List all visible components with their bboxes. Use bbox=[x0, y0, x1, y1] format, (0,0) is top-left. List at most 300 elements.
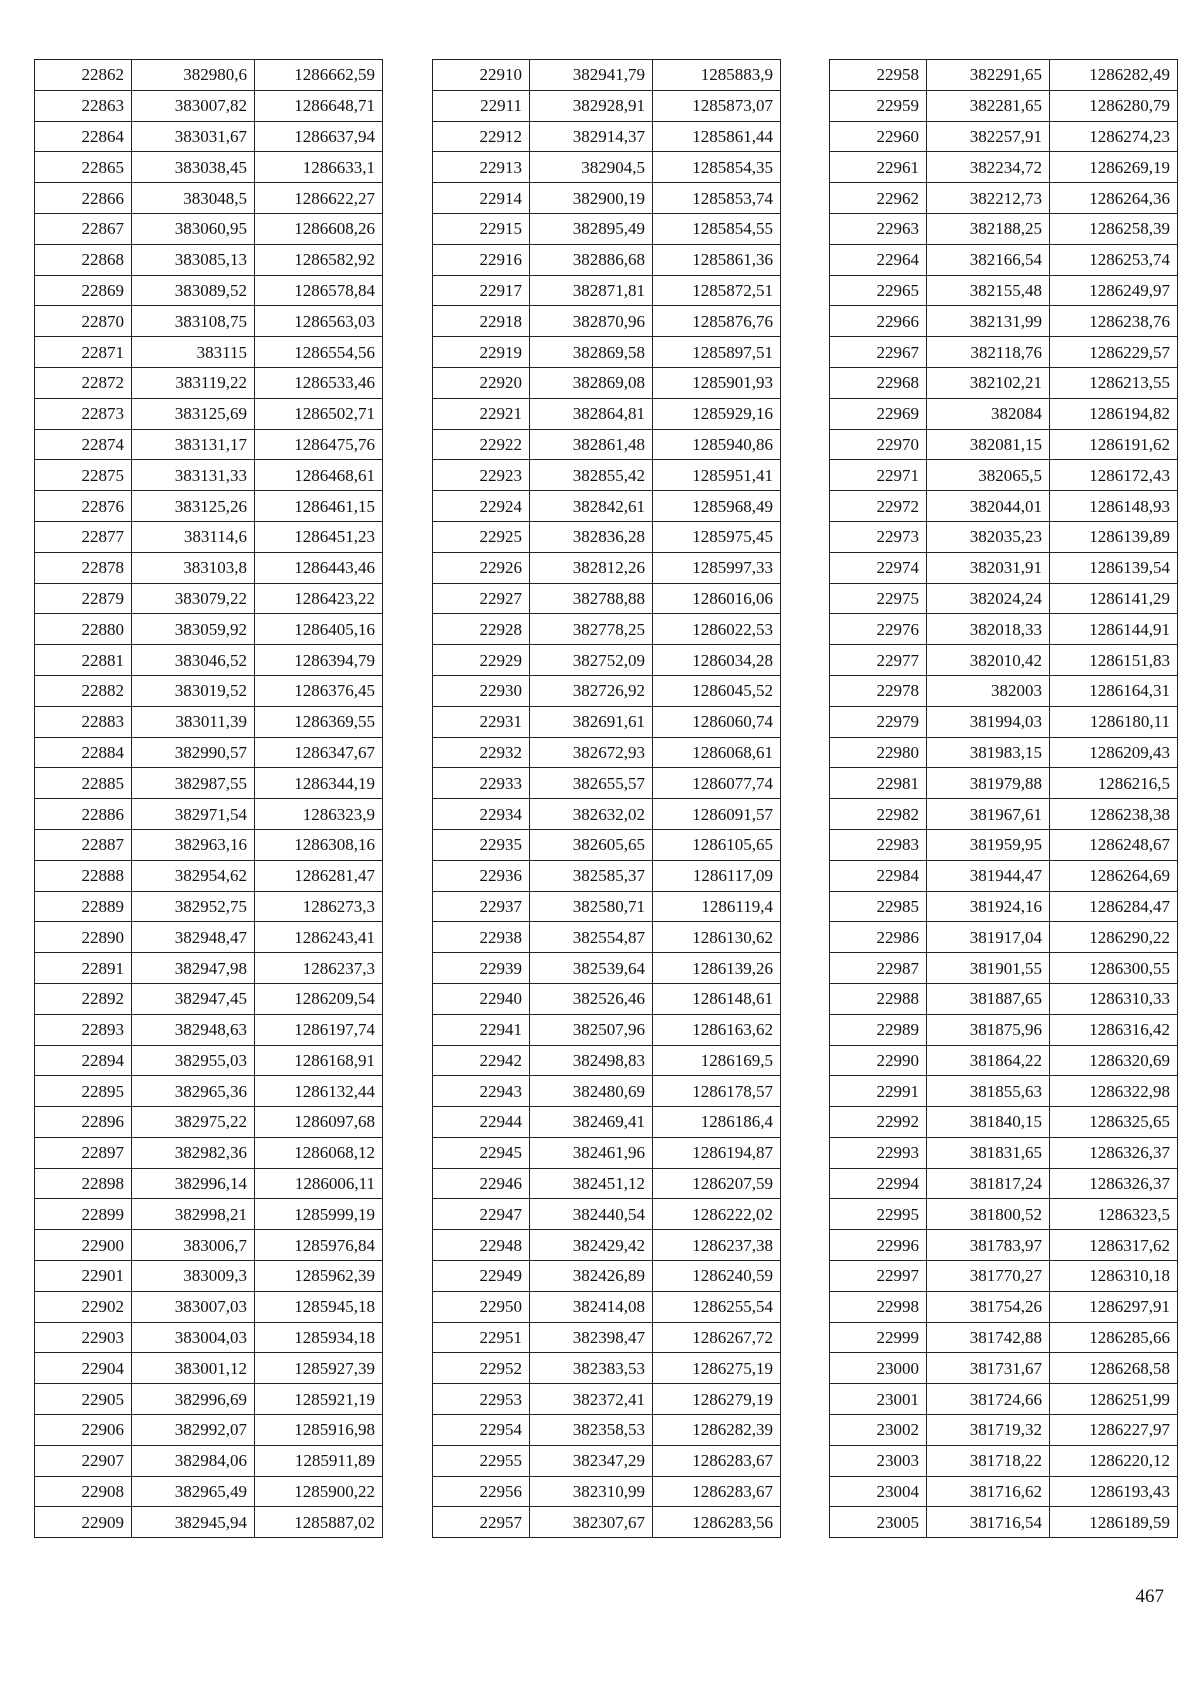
point-number-cell: 22958 bbox=[830, 60, 927, 91]
y-coordinate-cell: 1286578,84 bbox=[255, 275, 383, 306]
x-coordinate-cell: 382081,15 bbox=[927, 429, 1050, 460]
table-row bbox=[830, 737, 1178, 768]
table-row bbox=[433, 460, 781, 491]
point-number-cell: 22987 bbox=[830, 953, 927, 984]
table-row bbox=[35, 306, 383, 337]
table-row bbox=[433, 1230, 781, 1261]
y-coordinate-cell: 1286423,22 bbox=[255, 583, 383, 614]
x-coordinate-cell: 382655,57 bbox=[530, 768, 653, 799]
x-coordinate-cell: 382965,36 bbox=[132, 1076, 255, 1107]
point-number-cell: 22911 bbox=[433, 90, 530, 121]
table-row bbox=[35, 645, 383, 676]
y-coordinate-cell: 1285916,98 bbox=[255, 1415, 383, 1446]
table-row bbox=[830, 1507, 1178, 1538]
x-coordinate-cell: 381875,96 bbox=[927, 1014, 1050, 1045]
x-coordinate-cell: 382554,87 bbox=[530, 922, 653, 953]
y-coordinate-cell: 1286213,55 bbox=[1050, 367, 1178, 398]
table-row bbox=[830, 922, 1178, 953]
x-coordinate-cell: 382102,21 bbox=[927, 367, 1050, 398]
x-coordinate-cell: 381718,22 bbox=[927, 1445, 1050, 1476]
table-row bbox=[433, 675, 781, 706]
table-row bbox=[830, 337, 1178, 368]
point-number-cell: 22873 bbox=[35, 398, 132, 429]
point-number-cell: 22947 bbox=[433, 1199, 530, 1230]
x-coordinate-cell: 381716,62 bbox=[927, 1476, 1050, 1507]
y-coordinate-cell: 1285861,36 bbox=[653, 244, 781, 275]
table-row bbox=[830, 1261, 1178, 1292]
point-number-cell: 22988 bbox=[830, 983, 927, 1014]
x-coordinate-cell: 382871,81 bbox=[530, 275, 653, 306]
point-number-cell: 22952 bbox=[433, 1353, 530, 1384]
x-coordinate-cell: 383004,03 bbox=[132, 1322, 255, 1353]
x-coordinate-cell: 382118,76 bbox=[927, 337, 1050, 368]
x-coordinate-cell: 381800,52 bbox=[927, 1199, 1050, 1230]
x-coordinate-cell: 382498,83 bbox=[530, 1045, 653, 1076]
y-coordinate-cell: 1286191,62 bbox=[1050, 429, 1178, 460]
table-row bbox=[433, 183, 781, 214]
y-coordinate-cell: 1285900,22 bbox=[255, 1476, 383, 1507]
y-coordinate-cell: 1286563,03 bbox=[255, 306, 383, 337]
y-coordinate-cell: 1286282,39 bbox=[653, 1415, 781, 1446]
table-row bbox=[35, 183, 383, 214]
table-row bbox=[830, 60, 1178, 91]
y-coordinate-cell: 1286258,39 bbox=[1050, 213, 1178, 244]
point-number-cell: 22984 bbox=[830, 860, 927, 891]
point-number-cell: 22966 bbox=[830, 306, 927, 337]
table-row bbox=[433, 244, 781, 275]
point-number-cell: 22957 bbox=[433, 1507, 530, 1538]
y-coordinate-cell: 1286633,1 bbox=[255, 152, 383, 183]
x-coordinate-cell: 382188,25 bbox=[927, 213, 1050, 244]
table-row bbox=[830, 521, 1178, 552]
y-coordinate-cell: 1286130,62 bbox=[653, 922, 781, 953]
y-coordinate-cell: 1286533,46 bbox=[255, 367, 383, 398]
table-row bbox=[433, 891, 781, 922]
x-coordinate-cell: 382836,28 bbox=[530, 521, 653, 552]
point-number-cell: 22945 bbox=[433, 1137, 530, 1168]
x-coordinate-cell: 383089,52 bbox=[132, 275, 255, 306]
table-row bbox=[433, 491, 781, 522]
x-coordinate-cell: 382691,61 bbox=[530, 706, 653, 737]
point-number-cell: 22933 bbox=[433, 768, 530, 799]
point-number-cell: 22884 bbox=[35, 737, 132, 768]
y-coordinate-cell: 1286189,59 bbox=[1050, 1507, 1178, 1538]
point-number-cell: 22881 bbox=[35, 645, 132, 676]
y-coordinate-cell: 1286238,38 bbox=[1050, 799, 1178, 830]
point-number-cell: 22918 bbox=[433, 306, 530, 337]
table-row bbox=[35, 1384, 383, 1415]
y-coordinate-cell: 1285945,18 bbox=[255, 1291, 383, 1322]
table-row bbox=[830, 614, 1178, 645]
x-coordinate-cell: 382585,37 bbox=[530, 860, 653, 891]
table-row bbox=[35, 891, 383, 922]
table-row bbox=[830, 1415, 1178, 1446]
x-coordinate-cell: 382855,42 bbox=[530, 460, 653, 491]
y-coordinate-cell: 1286281,47 bbox=[255, 860, 383, 891]
y-coordinate-cell: 1285975,45 bbox=[653, 521, 781, 552]
y-coordinate-cell: 1286608,26 bbox=[255, 213, 383, 244]
y-coordinate-cell: 1286283,67 bbox=[653, 1476, 781, 1507]
table-row bbox=[35, 1415, 383, 1446]
y-coordinate-cell: 1286006,11 bbox=[255, 1168, 383, 1199]
x-coordinate-cell: 382928,91 bbox=[530, 90, 653, 121]
y-coordinate-cell: 1286105,65 bbox=[653, 829, 781, 860]
table-row bbox=[433, 1384, 781, 1415]
x-coordinate-cell: 382372,41 bbox=[530, 1384, 653, 1415]
point-number-cell: 22993 bbox=[830, 1137, 927, 1168]
point-number-cell: 22940 bbox=[433, 983, 530, 1014]
point-number-cell: 22912 bbox=[433, 121, 530, 152]
x-coordinate-cell: 381754,26 bbox=[927, 1291, 1050, 1322]
x-coordinate-cell: 383059,92 bbox=[132, 614, 255, 645]
point-number-cell: 22962 bbox=[830, 183, 927, 214]
table-row bbox=[433, 645, 781, 676]
point-number-cell: 22979 bbox=[830, 706, 927, 737]
point-number-cell: 22937 bbox=[433, 891, 530, 922]
point-number-cell: 22910 bbox=[433, 60, 530, 91]
x-coordinate-cell: 381840,15 bbox=[927, 1107, 1050, 1138]
x-coordinate-cell: 381864,22 bbox=[927, 1045, 1050, 1076]
point-number-cell: 22950 bbox=[433, 1291, 530, 1322]
table-row bbox=[830, 675, 1178, 706]
y-coordinate-cell: 1286475,76 bbox=[255, 429, 383, 460]
page-number: 467 bbox=[1135, 1586, 1164, 1607]
table-row bbox=[35, 1353, 383, 1384]
x-coordinate-cell: 382605,65 bbox=[530, 829, 653, 860]
y-coordinate-cell: 1286251,99 bbox=[1050, 1384, 1178, 1415]
point-number-cell: 23003 bbox=[830, 1445, 927, 1476]
table-row bbox=[433, 521, 781, 552]
x-coordinate-cell: 382990,57 bbox=[132, 737, 255, 768]
point-number-cell: 22934 bbox=[433, 799, 530, 830]
y-coordinate-cell: 1285872,51 bbox=[653, 275, 781, 306]
point-number-cell: 22876 bbox=[35, 491, 132, 522]
y-coordinate-cell: 1286310,33 bbox=[1050, 983, 1178, 1014]
point-number-cell: 22872 bbox=[35, 367, 132, 398]
x-coordinate-cell: 381770,27 bbox=[927, 1261, 1050, 1292]
table-row bbox=[433, 1415, 781, 1446]
table-row bbox=[433, 1322, 781, 1353]
x-coordinate-cell: 382131,99 bbox=[927, 306, 1050, 337]
point-number-cell: 22981 bbox=[830, 768, 927, 799]
table-row bbox=[35, 1476, 383, 1507]
table-row bbox=[35, 244, 383, 275]
y-coordinate-cell: 1286144,91 bbox=[1050, 614, 1178, 645]
table-row bbox=[433, 1137, 781, 1168]
y-coordinate-cell: 1286248,67 bbox=[1050, 829, 1178, 860]
y-coordinate-cell: 1286283,56 bbox=[653, 1507, 781, 1538]
point-number-cell: 22920 bbox=[433, 367, 530, 398]
table-row bbox=[35, 1322, 383, 1353]
x-coordinate-cell: 383011,39 bbox=[132, 706, 255, 737]
x-coordinate-cell: 382941,79 bbox=[530, 60, 653, 91]
x-coordinate-cell: 382842,61 bbox=[530, 491, 653, 522]
x-coordinate-cell: 382971,54 bbox=[132, 799, 255, 830]
y-coordinate-cell: 1286297,91 bbox=[1050, 1291, 1178, 1322]
y-coordinate-cell: 1286229,57 bbox=[1050, 337, 1178, 368]
y-coordinate-cell: 1285873,07 bbox=[653, 90, 781, 121]
y-coordinate-cell: 1286264,36 bbox=[1050, 183, 1178, 214]
x-coordinate-cell: 382726,92 bbox=[530, 675, 653, 706]
x-coordinate-cell: 383048,5 bbox=[132, 183, 255, 214]
table-row bbox=[830, 398, 1178, 429]
y-coordinate-cell: 1285901,93 bbox=[653, 367, 781, 398]
y-coordinate-cell: 1286022,53 bbox=[653, 614, 781, 645]
x-coordinate-cell: 383125,69 bbox=[132, 398, 255, 429]
table-row bbox=[35, 799, 383, 830]
y-coordinate-cell: 1286164,31 bbox=[1050, 675, 1178, 706]
y-coordinate-cell: 1286240,59 bbox=[653, 1261, 781, 1292]
table-row bbox=[35, 953, 383, 984]
x-coordinate-cell: 382310,99 bbox=[530, 1476, 653, 1507]
x-coordinate-cell: 381731,67 bbox=[927, 1353, 1050, 1384]
x-coordinate-cell: 381887,65 bbox=[927, 983, 1050, 1014]
point-number-cell: 22925 bbox=[433, 521, 530, 552]
y-coordinate-cell: 1286310,18 bbox=[1050, 1261, 1178, 1292]
x-coordinate-cell: 382358,53 bbox=[530, 1415, 653, 1446]
y-coordinate-cell: 1286148,61 bbox=[653, 983, 781, 1014]
y-coordinate-cell: 1285951,41 bbox=[653, 460, 781, 491]
point-number-cell: 22965 bbox=[830, 275, 927, 306]
x-coordinate-cell: 382307,67 bbox=[530, 1507, 653, 1538]
x-coordinate-cell: 382778,25 bbox=[530, 614, 653, 645]
x-coordinate-cell: 382954,62 bbox=[132, 860, 255, 891]
x-coordinate-cell: 382539,64 bbox=[530, 953, 653, 984]
x-coordinate-cell: 382947,98 bbox=[132, 953, 255, 984]
point-number-cell: 23000 bbox=[830, 1353, 927, 1384]
table-row bbox=[433, 953, 781, 984]
point-number-cell: 22976 bbox=[830, 614, 927, 645]
table-row bbox=[830, 1384, 1178, 1415]
point-number-cell: 22932 bbox=[433, 737, 530, 768]
table-row bbox=[830, 90, 1178, 121]
x-coordinate-cell: 382451,12 bbox=[530, 1168, 653, 1199]
point-number-cell: 22972 bbox=[830, 491, 927, 522]
x-coordinate-cell: 382414,08 bbox=[530, 1291, 653, 1322]
y-coordinate-cell: 1286197,74 bbox=[255, 1014, 383, 1045]
y-coordinate-cell: 1286141,29 bbox=[1050, 583, 1178, 614]
point-number-cell: 22904 bbox=[35, 1353, 132, 1384]
y-coordinate-cell: 1286316,42 bbox=[1050, 1014, 1178, 1045]
point-number-cell: 22896 bbox=[35, 1107, 132, 1138]
table-row bbox=[433, 1476, 781, 1507]
x-coordinate-cell: 381944,47 bbox=[927, 860, 1050, 891]
y-coordinate-cell: 1285934,18 bbox=[255, 1322, 383, 1353]
coordinate-table-3 bbox=[829, 59, 1178, 1538]
x-coordinate-cell: 382084 bbox=[927, 398, 1050, 429]
point-number-cell: 22924 bbox=[433, 491, 530, 522]
x-coordinate-cell: 382812,26 bbox=[530, 552, 653, 583]
x-coordinate-cell: 382440,54 bbox=[530, 1199, 653, 1230]
y-coordinate-cell: 1286269,19 bbox=[1050, 152, 1178, 183]
y-coordinate-cell: 1285861,44 bbox=[653, 121, 781, 152]
x-coordinate-cell: 383115 bbox=[132, 337, 255, 368]
x-coordinate-cell: 383125,26 bbox=[132, 491, 255, 522]
y-coordinate-cell: 1285883,9 bbox=[653, 60, 781, 91]
table-row bbox=[433, 860, 781, 891]
table-row bbox=[35, 552, 383, 583]
point-number-cell: 22974 bbox=[830, 552, 927, 583]
y-coordinate-cell: 1286139,26 bbox=[653, 953, 781, 984]
y-coordinate-cell: 1286502,71 bbox=[255, 398, 383, 429]
table-row bbox=[35, 860, 383, 891]
y-coordinate-cell: 1286091,57 bbox=[653, 799, 781, 830]
table-row bbox=[35, 1291, 383, 1322]
y-coordinate-cell: 1285876,76 bbox=[653, 306, 781, 337]
y-coordinate-cell: 1286222,02 bbox=[653, 1199, 781, 1230]
y-coordinate-cell: 1285927,39 bbox=[255, 1353, 383, 1384]
table-row bbox=[433, 60, 781, 91]
x-coordinate-cell: 381742,88 bbox=[927, 1322, 1050, 1353]
point-number-cell: 22978 bbox=[830, 675, 927, 706]
table-row bbox=[35, 1199, 383, 1230]
x-coordinate-cell: 382914,37 bbox=[530, 121, 653, 152]
x-coordinate-cell: 382904,5 bbox=[530, 152, 653, 183]
table-row bbox=[433, 1507, 781, 1538]
y-coordinate-cell: 1286119,4 bbox=[653, 891, 781, 922]
x-coordinate-cell: 381983,15 bbox=[927, 737, 1050, 768]
table-row bbox=[433, 1261, 781, 1292]
table-row bbox=[830, 1291, 1178, 1322]
point-number-cell: 22895 bbox=[35, 1076, 132, 1107]
point-number-cell: 23002 bbox=[830, 1415, 927, 1446]
x-coordinate-cell: 382998,21 bbox=[132, 1199, 255, 1230]
point-number-cell: 22864 bbox=[35, 121, 132, 152]
x-coordinate-cell: 381716,54 bbox=[927, 1507, 1050, 1538]
x-coordinate-cell: 382024,24 bbox=[927, 583, 1050, 614]
y-coordinate-cell: 1286267,72 bbox=[653, 1322, 781, 1353]
x-coordinate-cell: 381817,24 bbox=[927, 1168, 1050, 1199]
point-number-cell: 22913 bbox=[433, 152, 530, 183]
x-coordinate-cell: 381901,55 bbox=[927, 953, 1050, 984]
point-number-cell: 22883 bbox=[35, 706, 132, 737]
point-number-cell: 22997 bbox=[830, 1261, 927, 1292]
x-coordinate-cell: 382975,22 bbox=[132, 1107, 255, 1138]
point-number-cell: 22863 bbox=[35, 90, 132, 121]
y-coordinate-cell: 1286077,74 bbox=[653, 768, 781, 799]
table-row bbox=[830, 583, 1178, 614]
table-row bbox=[35, 983, 383, 1014]
table-row bbox=[35, 737, 383, 768]
x-coordinate-cell: 382065,5 bbox=[927, 460, 1050, 491]
x-coordinate-cell: 383108,75 bbox=[132, 306, 255, 337]
table-row bbox=[433, 583, 781, 614]
y-coordinate-cell: 1286151,83 bbox=[1050, 645, 1178, 676]
x-coordinate-cell: 383131,33 bbox=[132, 460, 255, 491]
table-row bbox=[35, 275, 383, 306]
y-coordinate-cell: 1286220,12 bbox=[1050, 1445, 1178, 1476]
y-coordinate-cell: 1286323,9 bbox=[255, 799, 383, 830]
table-row bbox=[35, 60, 383, 91]
point-number-cell: 22931 bbox=[433, 706, 530, 737]
x-coordinate-cell: 382945,94 bbox=[132, 1507, 255, 1538]
table-row bbox=[433, 799, 781, 830]
table-row bbox=[35, 829, 383, 860]
x-coordinate-cell: 383085,13 bbox=[132, 244, 255, 275]
y-coordinate-cell: 1285887,02 bbox=[255, 1507, 383, 1538]
table-row bbox=[35, 1137, 383, 1168]
y-coordinate-cell: 1286264,69 bbox=[1050, 860, 1178, 891]
table-row bbox=[35, 121, 383, 152]
x-coordinate-cell: 382870,96 bbox=[530, 306, 653, 337]
y-coordinate-cell: 1286172,43 bbox=[1050, 460, 1178, 491]
point-number-cell: 22923 bbox=[433, 460, 530, 491]
coordinate-table-2 bbox=[432, 59, 781, 1538]
x-coordinate-cell: 382992,07 bbox=[132, 1415, 255, 1446]
y-coordinate-cell: 1286168,91 bbox=[255, 1045, 383, 1076]
y-coordinate-cell: 1285940,86 bbox=[653, 429, 781, 460]
point-number-cell: 22886 bbox=[35, 799, 132, 830]
point-number-cell: 22927 bbox=[433, 583, 530, 614]
table-row bbox=[830, 829, 1178, 860]
y-coordinate-cell: 1286405,16 bbox=[255, 614, 383, 645]
point-number-cell: 22865 bbox=[35, 152, 132, 183]
point-number-cell: 22906 bbox=[35, 1415, 132, 1446]
table-row bbox=[35, 1107, 383, 1138]
y-coordinate-cell: 1286193,43 bbox=[1050, 1476, 1178, 1507]
y-coordinate-cell: 1286326,37 bbox=[1050, 1137, 1178, 1168]
x-coordinate-cell: 382869,08 bbox=[530, 367, 653, 398]
y-coordinate-cell: 1286227,97 bbox=[1050, 1415, 1178, 1446]
table-row bbox=[35, 1014, 383, 1045]
table-row bbox=[433, 552, 781, 583]
table-row bbox=[433, 1353, 781, 1384]
table-row bbox=[433, 737, 781, 768]
table-row bbox=[830, 1353, 1178, 1384]
table-row bbox=[433, 922, 781, 953]
y-coordinate-cell: 1286178,57 bbox=[653, 1076, 781, 1107]
y-coordinate-cell: 1286554,56 bbox=[255, 337, 383, 368]
x-coordinate-cell: 382347,29 bbox=[530, 1445, 653, 1476]
point-number-cell: 22907 bbox=[35, 1445, 132, 1476]
table-row bbox=[830, 1199, 1178, 1230]
point-number-cell: 22888 bbox=[35, 860, 132, 891]
y-coordinate-cell: 1286323,5 bbox=[1050, 1199, 1178, 1230]
point-number-cell: 22882 bbox=[35, 675, 132, 706]
table-row bbox=[433, 1199, 781, 1230]
table-row bbox=[433, 213, 781, 244]
point-number-cell: 22917 bbox=[433, 275, 530, 306]
x-coordinate-cell: 382291,65 bbox=[927, 60, 1050, 91]
y-coordinate-cell: 1285997,33 bbox=[653, 552, 781, 583]
point-number-cell: 22982 bbox=[830, 799, 927, 830]
x-coordinate-cell: 382166,54 bbox=[927, 244, 1050, 275]
table-row bbox=[35, 583, 383, 614]
table-row bbox=[830, 152, 1178, 183]
table-row bbox=[35, 922, 383, 953]
x-coordinate-cell: 382788,88 bbox=[530, 583, 653, 614]
y-coordinate-cell: 1286169,5 bbox=[653, 1045, 781, 1076]
y-coordinate-cell: 1285897,51 bbox=[653, 337, 781, 368]
point-number-cell: 22891 bbox=[35, 953, 132, 984]
y-coordinate-cell: 1286300,55 bbox=[1050, 953, 1178, 984]
x-coordinate-cell: 381855,63 bbox=[927, 1076, 1050, 1107]
table-row bbox=[35, 398, 383, 429]
point-number-cell: 22914 bbox=[433, 183, 530, 214]
point-number-cell: 22998 bbox=[830, 1291, 927, 1322]
table-row bbox=[35, 90, 383, 121]
x-coordinate-cell: 382383,53 bbox=[530, 1353, 653, 1384]
point-number-cell: 22903 bbox=[35, 1322, 132, 1353]
point-number-cell: 22941 bbox=[433, 1014, 530, 1045]
point-number-cell: 22921 bbox=[433, 398, 530, 429]
point-number-cell: 22954 bbox=[433, 1415, 530, 1446]
y-coordinate-cell: 1285911,89 bbox=[255, 1445, 383, 1476]
y-coordinate-cell: 1286253,74 bbox=[1050, 244, 1178, 275]
table-row bbox=[830, 491, 1178, 522]
table-row bbox=[830, 768, 1178, 799]
table-row bbox=[35, 429, 383, 460]
